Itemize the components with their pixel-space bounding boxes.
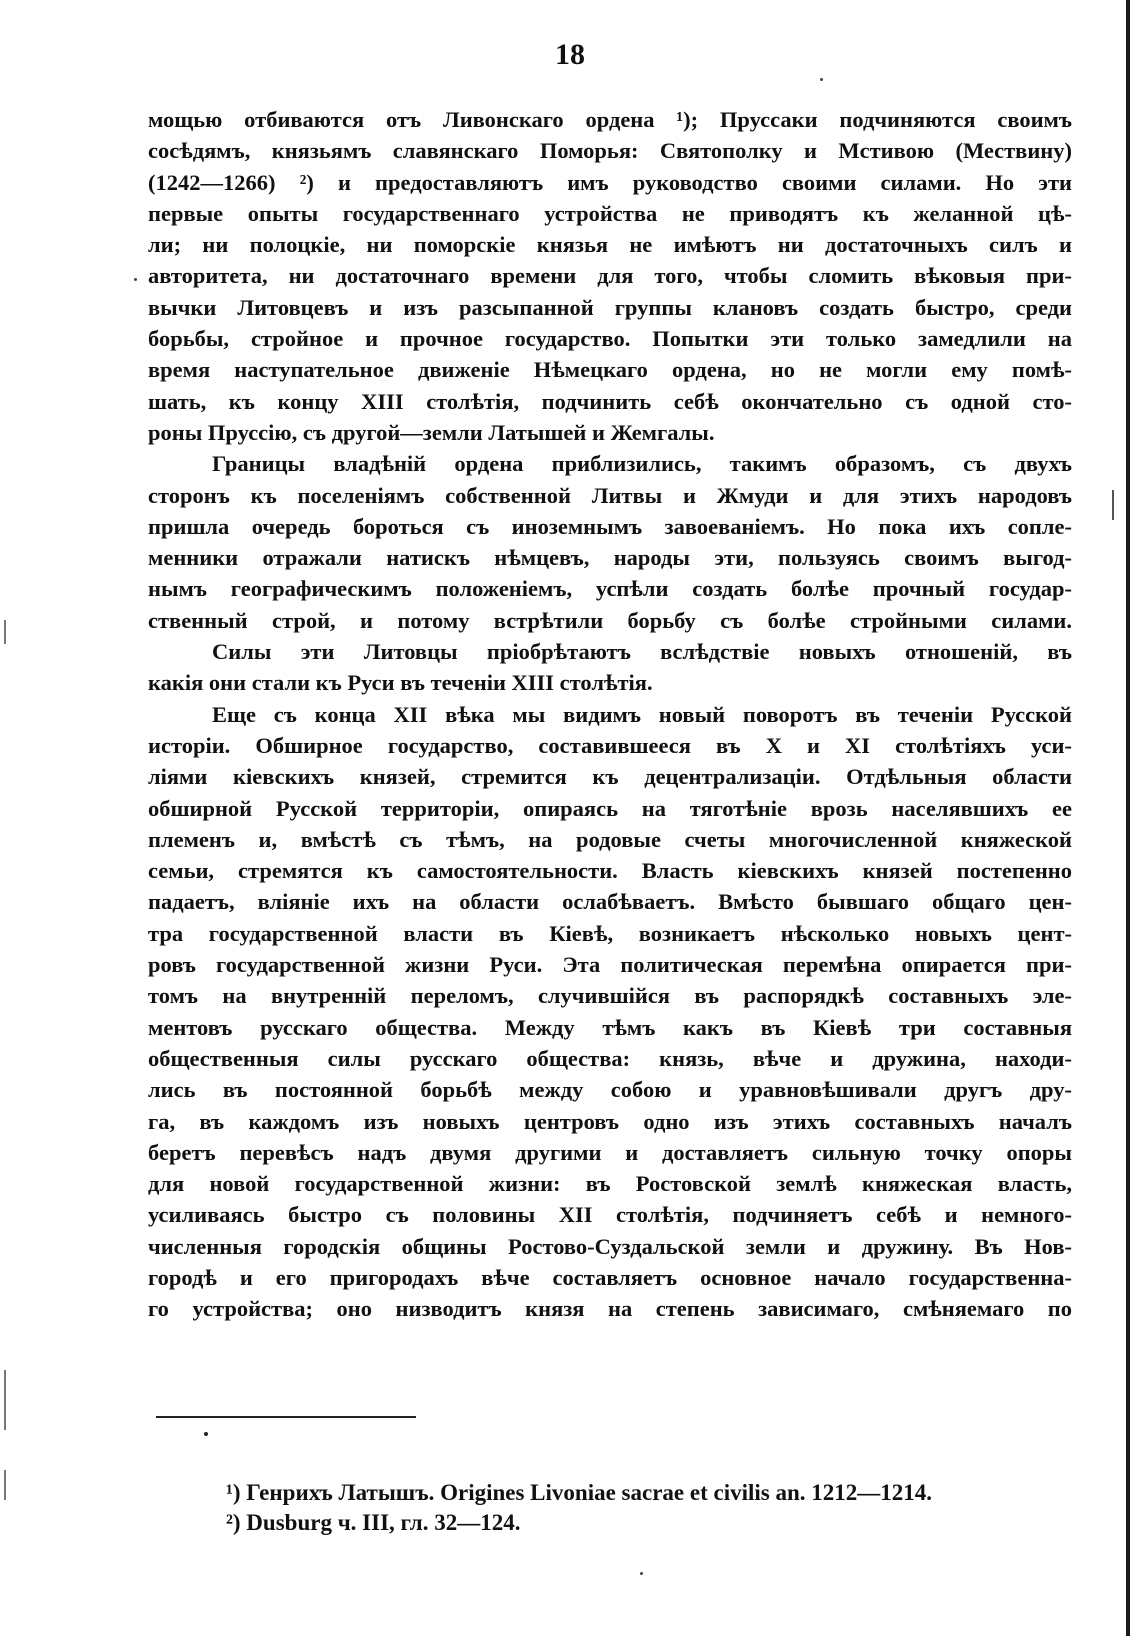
text-line: сосѣдямъ, князьямъ славянскаго Поморья: Святополку и Мстивою (Мествину) bbox=[148, 138, 1072, 164]
text-line: для новой государственной жизни: въ Ростовской землѣ княжеская власть, bbox=[148, 1171, 1072, 1197]
text-line: менники отражали натискъ нѣмцевъ, народы эти, пользуясь своимъ выгод- bbox=[148, 545, 1072, 571]
text-line: беретъ перевѣсъ надъ двумя другими и доставляетъ сильную точку опоры bbox=[148, 1139, 1072, 1165]
scan-edge bbox=[1126, 0, 1130, 1636]
text-line: Силы эти Литовцы пріобрѣтаютъ вслѣдствіе новыхъ отношеній, въ bbox=[212, 639, 1072, 665]
speck bbox=[820, 78, 823, 81]
text-line: (1242—1266) ²) и предоставляютъ имъ руководство своими силами. Но эти bbox=[148, 169, 1072, 195]
text-line: борьбы, стройное и прочное государство. Попытки эти только замедлили на bbox=[148, 326, 1072, 352]
footnote-divider-dot bbox=[204, 1432, 208, 1436]
scan-mark bbox=[1112, 490, 1114, 520]
footnote-divider bbox=[156, 1416, 416, 1418]
body-text bbox=[148, 104, 1072, 1325]
text-line: первые опыты государственнаго устройства не приводятъ къ желанной цѣ- bbox=[148, 200, 1072, 226]
text-line: ментовъ русскаго общества. Между тѣмъ какъ въ Кіевѣ три составныя bbox=[148, 1014, 1072, 1040]
text-line: ственный строй, и потому встрѣтили борьбу съ болѣе стройными силами. bbox=[148, 607, 1072, 633]
text-line: пришла очередь бороться съ иноземнымъ завоеваніемъ. Но пока ихъ сопле- bbox=[148, 513, 1072, 539]
text-line: исторіи. Обширное государство, составившееся въ X и XI столѣтіяхъ уси- bbox=[148, 732, 1072, 758]
text-line: время наступательное движеніе Нѣмецкаго ордена, но не могли ему помѣ- bbox=[148, 357, 1072, 383]
text-line: обширной Русской территоріи, опираясь на тяготѣніе врозь населявшихъ ее bbox=[148, 795, 1072, 821]
text-line: семьи, стремятся къ самостоятельности. Власть кіевскихъ князей постепенно bbox=[148, 858, 1072, 884]
text-line: ровъ государственной жизни Руси. Эта политическая перемѣна опирается при- bbox=[148, 952, 1072, 978]
text-line: тра государственной власти въ Кіевѣ, возникаетъ нѣсколько новыхъ цент- bbox=[148, 920, 1072, 946]
text-line: Еще съ конца XII вѣка мы видимъ новый поворотъ въ теченіи Русской bbox=[212, 701, 1072, 727]
text-line: племенъ и, вмѣстѣ съ тѣмъ, на родовые счеты многочисленной княжеской bbox=[148, 826, 1072, 852]
text-line: общественныя силы русскаго общества: князь, вѣче и дружина, находи- bbox=[148, 1045, 1072, 1071]
text-line: сторонъ къ поселеніямъ собственной Литвы и Жмуди и для этихъ народовъ bbox=[148, 482, 1072, 508]
footnote: ¹) Генрихъ Латышъ. Origines Livoniae sacrae et civilis an. 1212—1214. bbox=[226, 1480, 933, 1505]
speck bbox=[134, 278, 137, 281]
text-line: мощью отбиваются отъ Ливонскаго ордена ¹); Пруссаки подчиняются своимъ bbox=[148, 107, 1072, 132]
scan-mark bbox=[4, 1470, 6, 1500]
text-line: роны Пруссію, съ другой—земли Латышей и Жемгалы. bbox=[148, 419, 715, 445]
text-line: ли; ни полоцкіе, ни поморскіе князья не имѣютъ ни достаточныхъ силъ и bbox=[148, 232, 1072, 258]
text-line: авторитета, ни достаточнаго времени для того, чтобы сломить вѣковыя при- bbox=[148, 263, 1072, 289]
page-number: 18 bbox=[555, 38, 585, 71]
text-line: га, въ каждомъ изъ новыхъ центровъ одно изъ этихъ составныхъ началъ bbox=[148, 1108, 1072, 1134]
text-line: нымъ географическимъ положеніемъ, успѣли создать болѣе прочный государ- bbox=[148, 576, 1072, 602]
speck bbox=[640, 1572, 643, 1575]
text-line: какія они стали къ Руси въ теченіи XIII столѣтія. bbox=[148, 670, 653, 696]
text-line: ліями кіевскихъ князей, стремится къ децентрализаціи. Отдѣльныя области bbox=[148, 764, 1072, 790]
footnotes bbox=[226, 1478, 1086, 1538]
text-line: томъ на внутренній переломъ, случившійся въ распорядкѣ составныхъ эле- bbox=[148, 983, 1072, 1009]
text-line: городѣ и его пригородахъ вѣче составляетъ основное начало государственна- bbox=[148, 1264, 1072, 1290]
text-line: лись въ постоянной борьбѣ между собою и уравновѣшивали другъ дру- bbox=[148, 1077, 1072, 1103]
text-line: го устройства; оно низводитъ князя на степень зависимаго, смѣняемаго по bbox=[148, 1296, 1072, 1322]
text-line: усиливаясь быстро съ половины XII столѣтія, подчиняетъ себѣ и немного- bbox=[148, 1202, 1072, 1228]
footnote: ²) Dusburg ч. III, гл. 32—124. bbox=[226, 1510, 521, 1535]
text-line: падаетъ, вліяніе ихъ на области ослабѣваетъ. Вмѣсто бывшаго общаго цен- bbox=[148, 889, 1072, 915]
text-line: шать, къ концу XIII столѣтія, подчинить себѣ окончательно съ одной сто- bbox=[148, 388, 1072, 414]
scan-mark bbox=[4, 1370, 6, 1430]
text-line: Границы владѣній ордена приблизились, такимъ образомъ, съ двухъ bbox=[212, 451, 1072, 477]
scan-mark bbox=[4, 620, 6, 644]
text-line: численныя городскія общины Ростово-Суздальской земли и дружину. Въ Нов- bbox=[148, 1233, 1072, 1259]
text-line: вычки Литовцевъ и изъ разсыпанной группы клановъ создать быстро, среди bbox=[148, 294, 1072, 320]
